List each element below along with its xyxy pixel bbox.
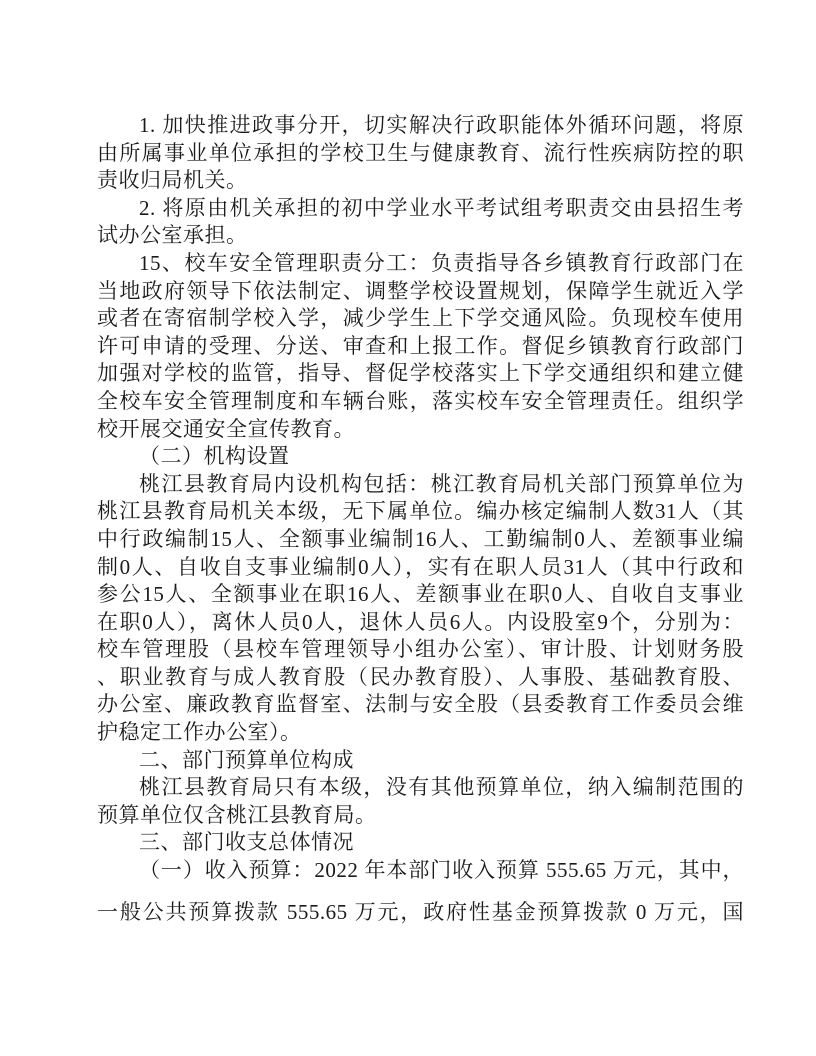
document-body bbox=[97, 112, 744, 926]
text-line: 由所属事业单位承担的学校卫生与健康教育、流行性疾病防控的职 bbox=[97, 140, 744, 165]
text-line: 预算单位仅含桃江县教育局。 bbox=[97, 802, 377, 827]
text-line: 二、部门预算单位构成 bbox=[139, 747, 354, 772]
text-line: 责收归局机关。 bbox=[97, 168, 248, 193]
text-line: 参公15人、全额事业在职16人、差额事业在职0人、自收自支事业 bbox=[97, 582, 744, 607]
text-line: 校开展交通安全宣传教育。 bbox=[97, 416, 355, 441]
text-line: 校车管理股（县校车管理领导小组办公室）、审计股、计划财务股 bbox=[97, 637, 744, 662]
text-line: 办公室、廉政教育监督室、法制与安全股（县委教育工作委员会维 bbox=[97, 692, 744, 717]
text-line: 试办公室承担。 bbox=[97, 223, 248, 248]
text-line: 中行政编制15人、全额事业编制16人、工勤编制0人、差额事业编 bbox=[97, 526, 744, 551]
text-line: （二）机构设置 bbox=[139, 444, 290, 469]
text-line: 桃江县教育局只有本级，没有其他预算单位，纳入编制范围的 bbox=[139, 775, 744, 800]
text-line: 15、校车安全管理职责分工：负责指导各乡镇教育行政部门在 bbox=[139, 250, 744, 275]
text-line: 护稳定工作办公室）。 bbox=[97, 720, 302, 745]
text-line: 或者在寄宿制学校入学，减少学生上下学交通风险。负现校车使用 bbox=[97, 306, 744, 331]
text-line: 1. 加快推进政事分开，切实解决行政职能体外循环问题，将原 bbox=[139, 113, 744, 137]
text-line: 加强对学校的监管，指导、督促学校落实上下学交通组织和建立健 bbox=[97, 361, 744, 386]
text-line: 三、部门收支总体情况 bbox=[139, 830, 354, 855]
text-line: 在职0人），离休人员0人，退休人员6人。内设股室9个，分别为： bbox=[97, 609, 744, 634]
text-line: 桃江县教育局内设机构包括：桃江教育局机关部门预算单位为 bbox=[139, 471, 744, 496]
text-line: 一般公共预算拨款 555.65 万元，政府性基金预算拨款 0 万元，国 bbox=[97, 899, 744, 924]
text-line: （一）收入预算：2022 年本部门收入预算 555.65 万元，其中， bbox=[139, 858, 744, 883]
text-line: 全校车安全管理制度和车辆台账，落实校车安全管理责任。组织学 bbox=[97, 388, 744, 413]
text-line: 制0人、自收自支事业编制0人），实有在职人员31人（其中行政和 bbox=[97, 554, 744, 579]
text-line: 、职业教育与成人教育股（民办教育股）、人事股、基础教育股、 bbox=[97, 664, 744, 689]
text-line: 2. 将原由机关承担的初中学业水平考试组考职责交由县招生考 bbox=[139, 195, 744, 220]
text-line: 桃江县教育局机关本级，无下属单位。编办核定编制人数31人（其 bbox=[97, 499, 744, 524]
text-line: 许可申请的受理、分送、审查和上报工作。督促乡镇教育行政部门 bbox=[97, 333, 744, 358]
text-line: 当地政府领导下依法制定、调整学校设置规划，保障学生就近入学 bbox=[97, 278, 744, 303]
